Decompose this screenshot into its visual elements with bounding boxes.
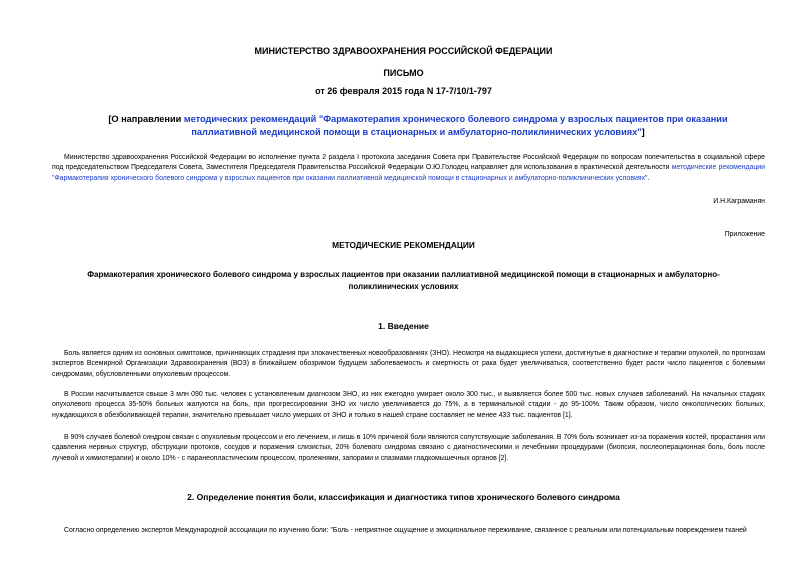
section-1-paragraph-1-text: Боль является одним из основных симптомов, причиняющих страдания при злокачественных новообразованиях (ЗНО). Несмотря на выдающиеся успехи, достигнутые в диагностике и терапии опухолей, по прогнозам экспертов Всемирной Организации Здравоохранения (ВОЗ) в ближайшем обозримом будущем заболеваемость и смертность от рака будет увеличиваться, соответственно будет расти число пациентов с болевыми синдромами, обусловленными опухолевым процессом. bbox=[52, 350, 765, 378]
document-type: ПИСЬМО bbox=[383, 68, 424, 78]
document-subject bbox=[108, 113, 728, 138]
section-1-paragraph-2 bbox=[52, 390, 765, 421]
letter-body-end: . bbox=[647, 174, 650, 182]
section-1-paragraph-3-text: В 90% случаев болевой синдром связан с опухолевым процессом и его лечением, и лишь в 10% причиной боли являются сопутствующие заболевания. В 70% боль возникает из-за поражения костей, прорастания или сдавления нервных структур, обструкции протоков, сосудов и поражения слизистых, 20% болевого синдрома связано с диагностическими и лечебными процедурами (биопсия, послеоперационная боль, боль после лучевой и химиотерапии) и около 10% - с паранеопластическим процессом, пролежнями, запорами и спазмами гладкомышечных органов [2]. bbox=[52, 434, 765, 462]
appendix-title: Фармакотерапия хронического болевого синдрома у взрослых пациентов при оказании паллиативной медицинской помощи в стационарных и амбулаторно-поликлинических условиях bbox=[87, 270, 720, 291]
section-2-heading: 2. Определение понятия боли, классификация и диагностика типов хронического болевого синдрома bbox=[187, 492, 620, 502]
signature: И.Н.Каграманян bbox=[713, 198, 765, 205]
section-1-paragraph-1 bbox=[52, 349, 765, 380]
subject-suffix: ] bbox=[641, 126, 645, 137]
letter-body bbox=[52, 153, 765, 184]
section-2-paragraph-1-text: Согласно определению экспертов Международной ассоциации по изучению боли: "Боль - неприятное ощущение и эмоциональное переживание, связанное с реальным или потенциальным повреждением тканей bbox=[64, 527, 747, 534]
letter-body-link[interactable]: методические рекомендации "Фармакотерапия хронического болевого синдрома у взрослых пациентов при оказании паллиативной медицинской помощи в стационарных и амбулаторно-поликлинических условиях" bbox=[52, 164, 765, 182]
subject-link[interactable]: методических рекомендаций "Фармакотерапия хронического болевого синдрома у взрослых пациентов при оказании паллиативной медицинской помощи в стационарных и амбулаторно-поликлинических условиях" bbox=[183, 114, 728, 137]
section-1-paragraph-2-text: В России насчитывается свыше 3 млн 090 тыс. человек с установленным диагнозом ЗНО, из них ежегодно умирает около 300 тыс., и выявляется более 500 тыс. новых случаев заболеваний. На начальных стадиях опухолевого процесса 35-50% больных жалуются на боль, при прогрессировании ЗНО их число увеличивается до 75%, а в терминальной стадии - до 95-100%. Таким образом, число онкологических больных, нуждающихся в обезболивающей терапии, значительно превышает число умерших от ЗНО и только в нашей стране составляет не менее 433 тыс. пациентов [1]. bbox=[52, 391, 765, 419]
appendix-label: Приложение bbox=[724, 231, 765, 238]
letter-body-text: Министерство здравоохранения Российской Федерации во исполнение пункта 2 раздела I протокола заседания Совета при Правительстве Российской Федерации по вопросам попечительства в социальной сфере под председательством Председателя Совета, Заместителя Председателя Правительства Российской Федерации О.Ю.Голодец направляет для использования в практической деятельности bbox=[52, 154, 765, 172]
section-1-paragraph-3 bbox=[52, 433, 765, 464]
section-2-paragraph-1 bbox=[52, 526, 765, 537]
document-date-number: от 26 февраля 2015 года N 17-7/10/1-797 bbox=[315, 86, 492, 96]
ministry-title: МИНИСТЕРСТВО ЗДРАВООХРАНЕНИЯ РОССИЙСКОЙ ФЕДЕРАЦИИ bbox=[254, 46, 553, 56]
subject-prefix: [О направлении bbox=[108, 114, 184, 124]
section-1-heading: 1. Введение bbox=[378, 321, 429, 331]
appendix-heading: МЕТОДИЧЕСКИЕ РЕКОМЕНДАЦИИ bbox=[332, 240, 475, 250]
